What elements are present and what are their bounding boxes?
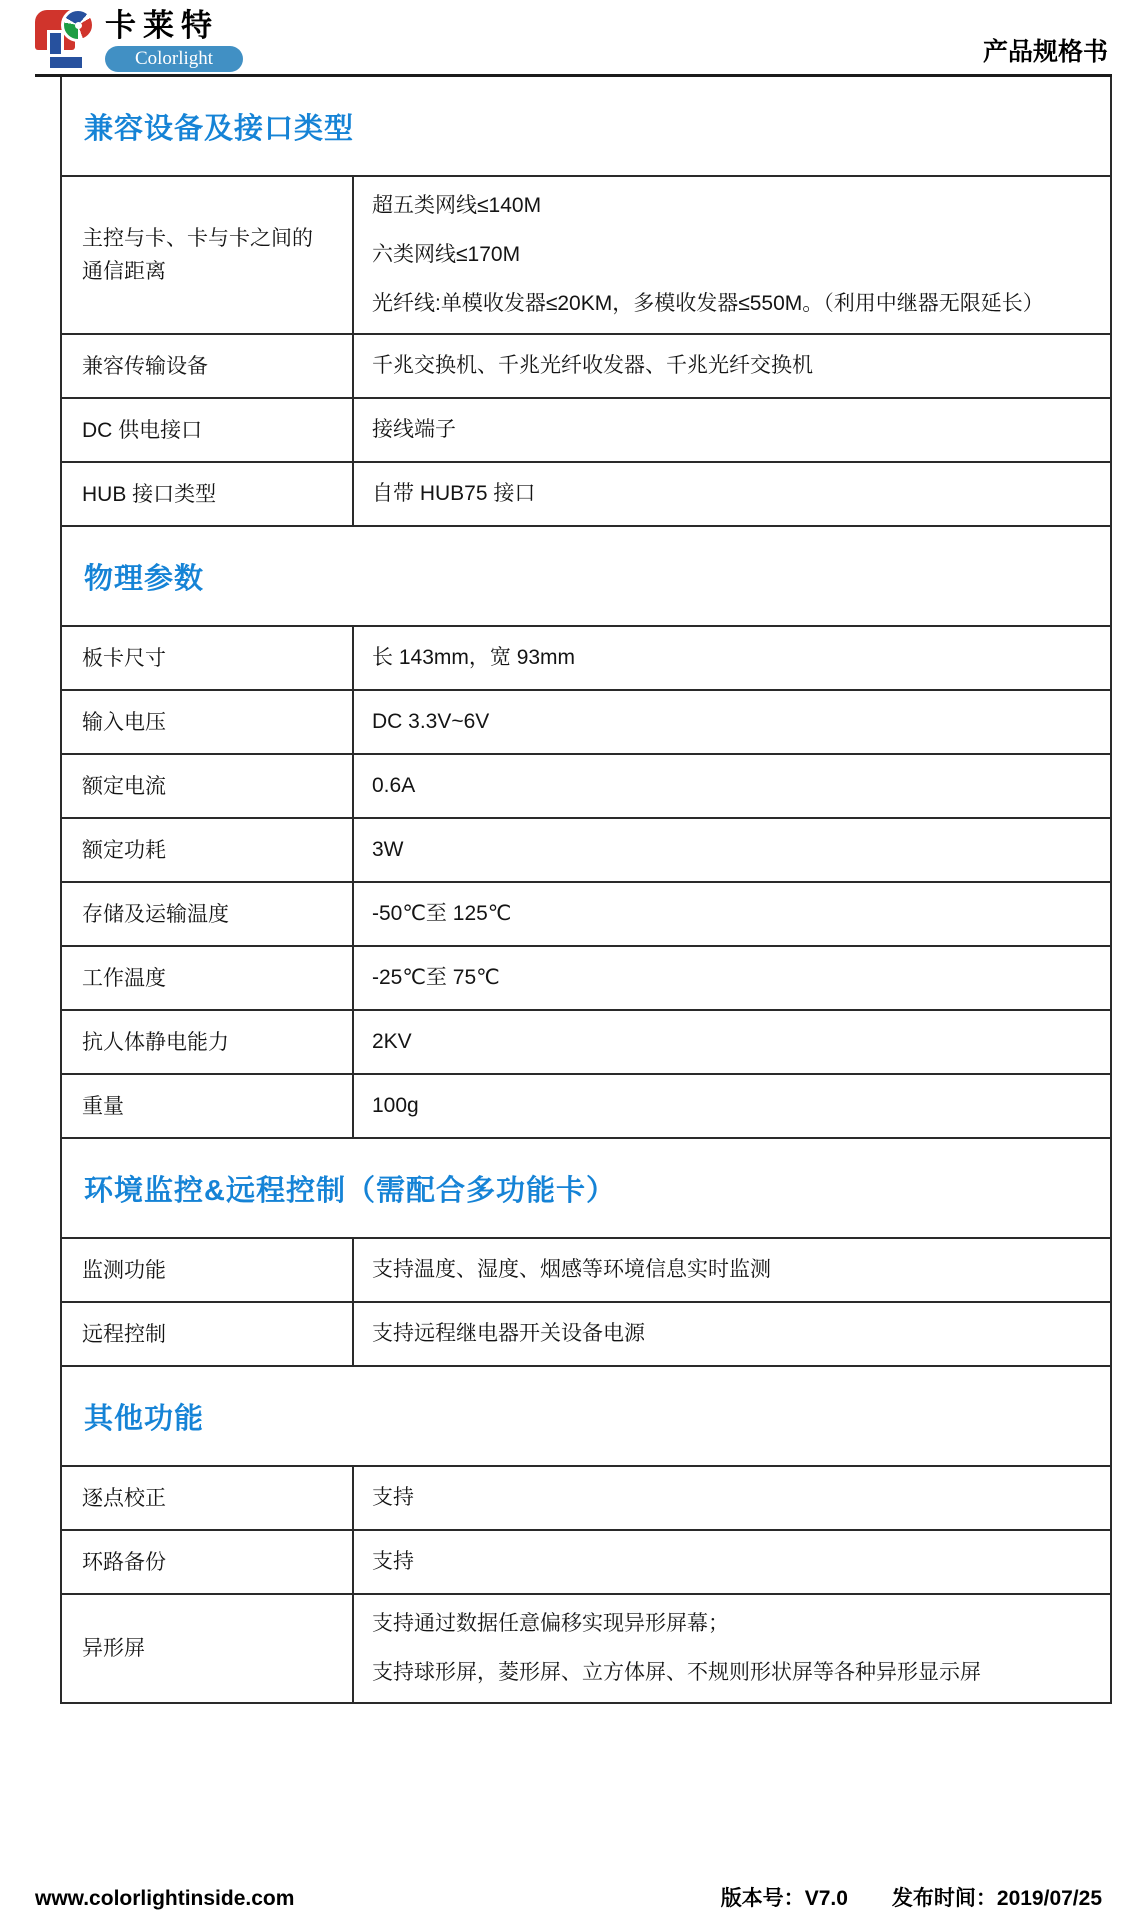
spec-row-label (62, 755, 354, 817)
logo-l-shape-horizontal (47, 54, 85, 71)
spec-row-label-text: 环路备份 (82, 1550, 166, 1574)
logo-chinese-name: 卡莱特 (105, 8, 219, 43)
spec-row-value (354, 1531, 1110, 1593)
spec-row-label (62, 399, 354, 461)
spec-row-label-text: 远程控制 (82, 1322, 166, 1346)
spec-row-value-line: 千兆交换机、千兆光纤收发器、千兆光纤交换机 (372, 354, 813, 377)
spec-row-label-text: 主控与卡、卡与卡之间的通信距离 (82, 227, 313, 283)
spec-row-label-text: HUB 接口类型 (82, 482, 217, 506)
spec-row-label (62, 177, 354, 333)
spec-row-value (354, 1075, 1110, 1137)
section-title: 环境监控&远程控制（需配合多功能卡） (62, 1137, 1110, 1237)
spec-table (60, 77, 1112, 1704)
spec-row-label-text: 异形屏 (82, 1637, 145, 1660)
spec-row-value (354, 691, 1110, 753)
spec-row-value (354, 1011, 1110, 1073)
spec-row-value (354, 883, 1110, 945)
spec-row-label (62, 1075, 354, 1137)
spec-row-value (354, 819, 1110, 881)
spec-row-value-line: 支持温度、湿度、烟感等环境信息实时监测 (372, 1258, 771, 1281)
spec-row (62, 1073, 1110, 1137)
spec-row-label-text: 监测功能 (82, 1258, 166, 1282)
spec-row-value-line: 0.6A (372, 774, 416, 797)
spec-row-value (354, 399, 1110, 461)
spec-row (62, 461, 1110, 525)
spec-row (62, 397, 1110, 461)
spec-row-value-line: 支持 (372, 1550, 414, 1573)
spec-row (62, 753, 1110, 817)
spec-row-value (354, 1239, 1110, 1301)
spec-row-value-line: 3W (372, 838, 404, 861)
colorlight-logo-mark (35, 8, 97, 74)
spec-row-value-line: 长 143mm，宽 93mm (372, 646, 576, 669)
spec-row (62, 1593, 1110, 1702)
spec-row-label-text: 板卡尺寸 (82, 646, 166, 670)
page-footer (0, 1882, 1138, 1912)
spec-row-value-line: 超五类网线≤140M (372, 194, 542, 217)
spec-row-label-text: 额定功耗 (82, 838, 166, 862)
section-title: 其他功能 (62, 1365, 1110, 1465)
spec-row (62, 945, 1110, 1009)
spec-row (62, 881, 1110, 945)
footer-release-label: 发布时间： (891, 1887, 997, 1910)
spec-row-value (354, 1595, 1110, 1702)
logo-text (105, 8, 243, 72)
section-title: 物理参数 (62, 525, 1110, 625)
spec-row-value-line: 支持 (372, 1486, 414, 1509)
spec-row (62, 625, 1110, 689)
spec-row-label (62, 1467, 354, 1529)
spec-row-value (354, 177, 1110, 333)
spec-row-value-line: DC 3.3V~6V (372, 710, 490, 733)
spec-row-value-line: 支持远程继电器开关设备电源 (372, 1322, 645, 1345)
spec-row-value (354, 463, 1110, 525)
footer-website: www.colorlightinside.com (35, 1887, 295, 1910)
spec-row-label (62, 819, 354, 881)
spec-row-value (354, 1467, 1110, 1529)
footer-release-value: 2019/07/25 (996, 1887, 1102, 1910)
spec-row-value (354, 947, 1110, 1009)
spec-row-label (62, 691, 354, 753)
spec-row (62, 1009, 1110, 1073)
page-header (0, 0, 1138, 74)
spec-row-label-text: 额定电流 (82, 774, 166, 798)
spec-row-label (62, 1531, 354, 1593)
footer-version-value: V7.0 (804, 1887, 848, 1910)
spec-row-value-line: 100g (372, 1094, 419, 1117)
spec-row (62, 1237, 1110, 1301)
logo-rgb-circle-icon (61, 8, 95, 42)
spec-row-label (62, 1011, 354, 1073)
spec-row-label-text: 工作温度 (82, 966, 166, 990)
spec-row-label-text: 逐点校正 (82, 1486, 166, 1510)
doc-title: 产品规格书 (982, 38, 1108, 66)
spec-row-value-line: 2KV (372, 1030, 412, 1053)
spec-row-label-text: 抗人体静电能力 (82, 1030, 229, 1054)
spec-row-label-text: DC 供电接口 (82, 418, 203, 442)
spec-row-value (354, 755, 1110, 817)
spec-row-label (62, 947, 354, 1009)
spec-row-value-line: 接线端子 (372, 418, 456, 441)
spec-row (62, 1301, 1110, 1365)
spec-row-value-line: 支持球形屏，菱形屏、立方体屏、不规则形状屏等各种异形显示屏 (372, 1661, 981, 1684)
spec-row-label (62, 627, 354, 689)
spec-row-label-text: 重量 (82, 1094, 124, 1118)
spec-row-label-text: 兼容传输设备 (82, 354, 208, 378)
spec-row-label (62, 463, 354, 525)
colorlight-logo (35, 8, 243, 74)
spec-row-label (62, 1595, 354, 1702)
spec-row (62, 1529, 1110, 1593)
spec-row-value (354, 627, 1110, 689)
spec-row-value-line: 自带 HUB75 接口 (372, 482, 536, 505)
spec-row-label (62, 1239, 354, 1301)
spec-row-value-line: 六类网线≤170M (372, 243, 521, 266)
spec-row (62, 175, 1110, 333)
spec-row-label-text: 输入电压 (82, 710, 166, 734)
footer-version-label: 版本号： (720, 1887, 805, 1910)
spec-row-value (354, 1303, 1110, 1365)
spec-row-value-line: 支持通过数据任意偏移实现异形屏幕； (372, 1612, 729, 1635)
spec-row-value-line: -50℃至 125℃ (372, 902, 512, 925)
spec-row (62, 333, 1110, 397)
spec-row-value-line: 光纤线:单模收发器≤20KM，多模收发器≤550M。（利用中继器无限延长） (372, 292, 1044, 315)
spec-row (62, 817, 1110, 881)
spec-row (62, 689, 1110, 753)
section-title: 兼容设备及接口类型 (84, 112, 355, 145)
spec-row-value-line: -25℃至 75℃ (372, 966, 500, 989)
spec-row-label-text: 存储及运输温度 (82, 902, 229, 926)
footer-meta (721, 1882, 1102, 1912)
spec-row-label (62, 1303, 354, 1365)
spec-row-label (62, 883, 354, 945)
spec-row-label (62, 335, 354, 397)
spec-row (62, 1465, 1110, 1529)
spec-row-value (354, 335, 1110, 397)
logo-english-badge: Colorlight (105, 46, 243, 72)
